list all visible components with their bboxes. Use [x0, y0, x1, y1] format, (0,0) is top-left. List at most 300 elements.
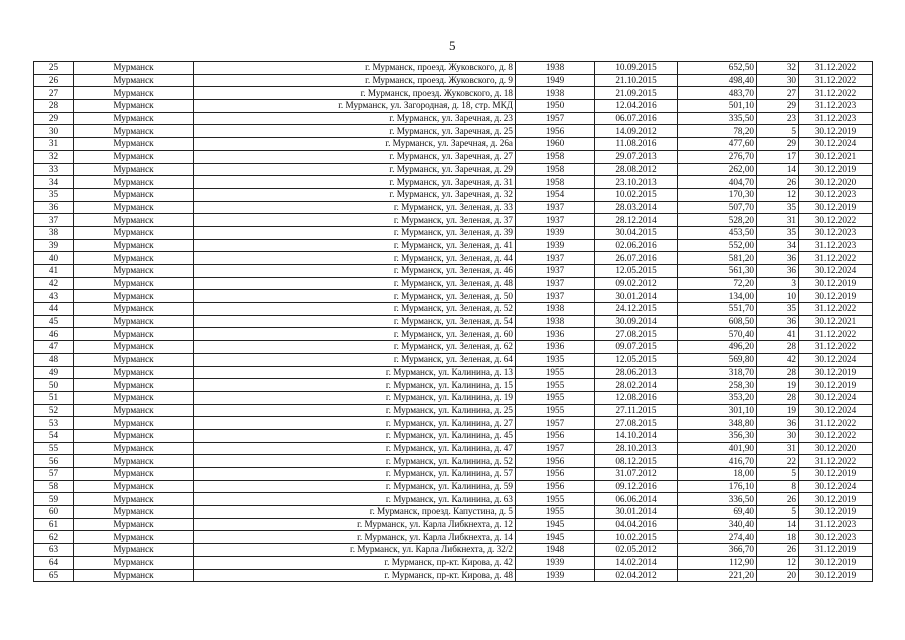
- table-row: [34, 404, 873, 417]
- address-cell: г. Мурманск, ул. Карла Либкнехта, д. 32/2: [194, 544, 516, 557]
- count-cell: 28: [757, 341, 799, 354]
- address-cell: г. Мурманск, ул. Калинина, д. 15: [194, 379, 516, 392]
- build-year-cell: 1939: [516, 556, 595, 569]
- count-cell: 12: [757, 556, 799, 569]
- build-year-cell: 1956: [516, 480, 595, 493]
- count-cell: 26: [757, 544, 799, 557]
- count-cell: 32: [757, 62, 799, 75]
- date-cell: 28.08.2012: [595, 163, 678, 176]
- address-cell: г. Мурманск, ул. Загородная, д. 18, стр. МКД: [194, 100, 516, 113]
- row-number: 31: [34, 138, 74, 151]
- city-cell: Мурманск: [74, 74, 194, 87]
- date-cell: 21.09.2015: [595, 87, 678, 100]
- count-cell: 35: [757, 226, 799, 239]
- deadline-cell: 31.12.2023: [799, 100, 873, 113]
- count-cell: 31: [757, 214, 799, 227]
- deadline-cell: 31.12.2019: [799, 544, 873, 557]
- build-year-cell: 1938: [516, 303, 595, 316]
- area-cell: 258,30: [678, 379, 757, 392]
- build-year-cell: 1957: [516, 417, 595, 430]
- address-cell: г. Мурманск, ул. Калинина, д. 57: [194, 468, 516, 481]
- date-cell: 28.12.2014: [595, 214, 678, 227]
- row-number: 55: [34, 442, 74, 455]
- build-year-cell: 1955: [516, 379, 595, 392]
- build-year-cell: 1937: [516, 201, 595, 214]
- deadline-cell: 30.12.2024: [799, 404, 873, 417]
- date-cell: 26.07.2016: [595, 252, 678, 265]
- city-cell: Мурманск: [74, 366, 194, 379]
- address-cell: г. Мурманск, ул. Зеленая, д. 50: [194, 290, 516, 303]
- build-year-cell: 1955: [516, 366, 595, 379]
- row-number: 29: [34, 112, 74, 125]
- deadline-cell: 30.12.2019: [799, 163, 873, 176]
- area-cell: 581,20: [678, 252, 757, 265]
- row-number: 65: [34, 569, 74, 582]
- deadline-cell: 30.12.2024: [799, 353, 873, 366]
- area-cell: 477,60: [678, 138, 757, 151]
- city-cell: Мурманск: [74, 455, 194, 468]
- count-cell: 14: [757, 163, 799, 176]
- row-number: 50: [34, 379, 74, 392]
- deadline-cell: 30.12.2019: [799, 125, 873, 138]
- city-cell: Мурманск: [74, 468, 194, 481]
- housing-registry-table: [33, 61, 873, 582]
- city-cell: Мурманск: [74, 429, 194, 442]
- deadline-cell: 30.12.2019: [799, 277, 873, 290]
- address-cell: г. Мурманск, проезд. Жуковского, д. 8: [194, 62, 516, 75]
- build-year-cell: 1938: [516, 87, 595, 100]
- date-cell: 10.02.2015: [595, 531, 678, 544]
- count-cell: 36: [757, 265, 799, 278]
- row-number: 45: [34, 315, 74, 328]
- row-number: 56: [34, 455, 74, 468]
- city-cell: Мурманск: [74, 328, 194, 341]
- area-cell: 551,70: [678, 303, 757, 316]
- deadline-cell: 30.12.2019: [799, 569, 873, 582]
- deadline-cell: 31.12.2022: [799, 417, 873, 430]
- city-cell: Мурманск: [74, 290, 194, 303]
- area-cell: 528,20: [678, 214, 757, 227]
- city-cell: Мурманск: [74, 442, 194, 455]
- row-number: 53: [34, 417, 74, 430]
- table-row: [34, 417, 873, 430]
- address-cell: г. Мурманск, ул. Заречная, д. 31: [194, 176, 516, 189]
- date-cell: 28.03.2014: [595, 201, 678, 214]
- count-cell: 5: [757, 506, 799, 519]
- date-cell: 30.09.2014: [595, 315, 678, 328]
- address-cell: г. Мурманск, ул. Зеленая, д. 46: [194, 265, 516, 278]
- build-year-cell: 1936: [516, 328, 595, 341]
- address-cell: г. Мурманск, ул. Заречная, д. 27: [194, 150, 516, 163]
- count-cell: 20: [757, 569, 799, 582]
- build-year-cell: 1960: [516, 138, 595, 151]
- area-cell: 274,40: [678, 531, 757, 544]
- count-cell: 18: [757, 531, 799, 544]
- deadline-cell: 30.12.2022: [799, 429, 873, 442]
- build-year-cell: 1955: [516, 493, 595, 506]
- city-cell: Мурманск: [74, 556, 194, 569]
- address-cell: г. Мурманск, ул. Зеленая, д. 64: [194, 353, 516, 366]
- table-row: [34, 493, 873, 506]
- table-row: [34, 315, 873, 328]
- area-cell: 608,50: [678, 315, 757, 328]
- count-cell: 14: [757, 518, 799, 531]
- table-row: [34, 518, 873, 531]
- address-cell: г. Мурманск, ул. Заречная, д. 32: [194, 188, 516, 201]
- table-row: [34, 328, 873, 341]
- address-cell: г. Мурманск, ул. Зеленая, д. 44: [194, 252, 516, 265]
- area-cell: 69,40: [678, 506, 757, 519]
- row-number: 60: [34, 506, 74, 519]
- deadline-cell: 31.12.2023: [799, 239, 873, 252]
- count-cell: 29: [757, 138, 799, 151]
- deadline-cell: 31.12.2022: [799, 341, 873, 354]
- date-cell: 21.10.2015: [595, 74, 678, 87]
- area-cell: 262,00: [678, 163, 757, 176]
- build-year-cell: 1955: [516, 404, 595, 417]
- date-cell: 10.02.2015: [595, 188, 678, 201]
- row-number: 51: [34, 391, 74, 404]
- row-number: 42: [34, 277, 74, 290]
- date-cell: 02.06.2016: [595, 239, 678, 252]
- area-cell: 561,30: [678, 265, 757, 278]
- deadline-cell: 30.12.2019: [799, 468, 873, 481]
- deadline-cell: 30.12.2024: [799, 265, 873, 278]
- count-cell: 28: [757, 366, 799, 379]
- deadline-cell: 30.12.2023: [799, 531, 873, 544]
- row-number: 25: [34, 62, 74, 75]
- row-number: 44: [34, 303, 74, 316]
- table-row: [34, 138, 873, 151]
- table-row: [34, 201, 873, 214]
- row-number: 38: [34, 226, 74, 239]
- city-cell: Мурманск: [74, 531, 194, 544]
- address-cell: г. Мурманск, ул. Калинина, д. 19: [194, 391, 516, 404]
- table-row: [34, 252, 873, 265]
- deadline-cell: 31.12.2022: [799, 328, 873, 341]
- city-cell: Мурманск: [74, 226, 194, 239]
- row-number: 49: [34, 366, 74, 379]
- table-row: [34, 506, 873, 519]
- count-cell: 12: [757, 188, 799, 201]
- deadline-cell: 30.12.2024: [799, 480, 873, 493]
- area-cell: 72,20: [678, 277, 757, 290]
- row-number: 59: [34, 493, 74, 506]
- row-number: 30: [34, 125, 74, 138]
- city-cell: Мурманск: [74, 341, 194, 354]
- table-row: [34, 125, 873, 138]
- deadline-cell: 30.12.2024: [799, 138, 873, 151]
- area-cell: 453,50: [678, 226, 757, 239]
- city-cell: Мурманск: [74, 265, 194, 278]
- build-year-cell: 1954: [516, 188, 595, 201]
- date-cell: 14.09.2012: [595, 125, 678, 138]
- row-number: 64: [34, 556, 74, 569]
- city-cell: Мурманск: [74, 391, 194, 404]
- city-cell: Мурманск: [74, 87, 194, 100]
- build-year-cell: 1937: [516, 290, 595, 303]
- address-cell: г. Мурманск, ул. Карла Либкнехта, д. 12: [194, 518, 516, 531]
- city-cell: Мурманск: [74, 544, 194, 557]
- deadline-cell: 31.12.2023: [799, 112, 873, 125]
- page-number: 5: [449, 38, 456, 53]
- table-row: [34, 341, 873, 354]
- area-cell: 112,90: [678, 556, 757, 569]
- deadline-cell: 31.12.2022: [799, 62, 873, 75]
- deadline-cell: 30.12.2020: [799, 442, 873, 455]
- row-number: 41: [34, 265, 74, 278]
- table-row: [34, 176, 873, 189]
- count-cell: 5: [757, 125, 799, 138]
- count-cell: 28: [757, 391, 799, 404]
- build-year-cell: 1945: [516, 531, 595, 544]
- build-year-cell: 1955: [516, 506, 595, 519]
- row-number: 46: [34, 328, 74, 341]
- deadline-cell: 30.12.2024: [799, 391, 873, 404]
- table-row: [34, 265, 873, 278]
- area-cell: 401,90: [678, 442, 757, 455]
- address-cell: г. Мурманск, ул. Заречная, д. 25: [194, 125, 516, 138]
- date-cell: 27.08.2015: [595, 417, 678, 430]
- date-cell: 08.12.2015: [595, 455, 678, 468]
- area-cell: 501,10: [678, 100, 757, 113]
- row-number: 61: [34, 518, 74, 531]
- area-cell: 78,20: [678, 125, 757, 138]
- deadline-cell: 30.12.2019: [799, 366, 873, 379]
- date-cell: 06.07.2016: [595, 112, 678, 125]
- date-cell: 04.04.2016: [595, 518, 678, 531]
- deadline-cell: 30.12.2019: [799, 493, 873, 506]
- city-cell: Мурманск: [74, 506, 194, 519]
- date-cell: 12.05.2015: [595, 265, 678, 278]
- date-cell: 14.02.2014: [595, 556, 678, 569]
- date-cell: 31.07.2012: [595, 468, 678, 481]
- date-cell: 02.04.2012: [595, 569, 678, 582]
- area-cell: 340,40: [678, 518, 757, 531]
- area-cell: 356,30: [678, 429, 757, 442]
- deadline-cell: 31.12.2023: [799, 518, 873, 531]
- count-cell: 36: [757, 315, 799, 328]
- row-number: 28: [34, 100, 74, 113]
- row-number: 40: [34, 252, 74, 265]
- build-year-cell: 1937: [516, 265, 595, 278]
- row-number: 62: [34, 531, 74, 544]
- count-cell: 5: [757, 468, 799, 481]
- count-cell: 35: [757, 303, 799, 316]
- date-cell: 09.07.2015: [595, 341, 678, 354]
- deadline-cell: 30.12.2019: [799, 556, 873, 569]
- row-number: 37: [34, 214, 74, 227]
- address-cell: г. Мурманск, ул. Калинина, д. 47: [194, 442, 516, 455]
- area-cell: 366,70: [678, 544, 757, 557]
- address-cell: г. Мурманск, ул. Калинина, д. 45: [194, 429, 516, 442]
- deadline-cell: 31.12.2022: [799, 252, 873, 265]
- count-cell: 23: [757, 112, 799, 125]
- table-row: [34, 429, 873, 442]
- build-year-cell: 1957: [516, 112, 595, 125]
- address-cell: г. Мурманск, проезд. Капустина, д. 5: [194, 506, 516, 519]
- city-cell: Мурманск: [74, 239, 194, 252]
- address-cell: г. Мурманск, ул. Калинина, д. 63: [194, 493, 516, 506]
- table-row: [34, 480, 873, 493]
- city-cell: Мурманск: [74, 417, 194, 430]
- row-number: 57: [34, 468, 74, 481]
- date-cell: 28.06.2013: [595, 366, 678, 379]
- build-year-cell: 1949: [516, 74, 595, 87]
- date-cell: 27.08.2015: [595, 328, 678, 341]
- address-cell: г. Мурманск, ул. Зеленая, д. 48: [194, 277, 516, 290]
- city-cell: Мурманск: [74, 303, 194, 316]
- row-number: 33: [34, 163, 74, 176]
- build-year-cell: 1938: [516, 62, 595, 75]
- city-cell: Мурманск: [74, 112, 194, 125]
- count-cell: 10: [757, 290, 799, 303]
- count-cell: 30: [757, 429, 799, 442]
- table-row: [34, 226, 873, 239]
- row-number: 48: [34, 353, 74, 366]
- area-cell: 348,80: [678, 417, 757, 430]
- table-row: [34, 455, 873, 468]
- count-cell: 26: [757, 493, 799, 506]
- row-number: 34: [34, 176, 74, 189]
- row-number: 26: [34, 74, 74, 87]
- date-cell: 30.04.2015: [595, 226, 678, 239]
- count-cell: 30: [757, 74, 799, 87]
- date-cell: 28.02.2014: [595, 379, 678, 392]
- city-cell: Мурманск: [74, 493, 194, 506]
- build-year-cell: 1956: [516, 455, 595, 468]
- address-cell: г. Мурманск, ул. Калинина, д. 27: [194, 417, 516, 430]
- count-cell: 19: [757, 379, 799, 392]
- address-cell: г. Мурманск, ул. Калинина, д. 13: [194, 366, 516, 379]
- address-cell: г. Мурманск, ул. Карла Либкнехта, д. 14: [194, 531, 516, 544]
- table-row: [34, 531, 873, 544]
- address-cell: г. Мурманск, ул. Калинина, д. 52: [194, 455, 516, 468]
- build-year-cell: 1957: [516, 442, 595, 455]
- count-cell: 36: [757, 417, 799, 430]
- count-cell: 41: [757, 328, 799, 341]
- table-row: [34, 239, 873, 252]
- build-year-cell: 1939: [516, 239, 595, 252]
- build-year-cell: 1956: [516, 429, 595, 442]
- address-cell: г. Мурманск, ул. Заречная, д. 26а: [194, 138, 516, 151]
- table-row: [34, 188, 873, 201]
- date-cell: 10.09.2015: [595, 62, 678, 75]
- count-cell: 29: [757, 100, 799, 113]
- table-row: [34, 442, 873, 455]
- deadline-cell: 30.12.2021: [799, 150, 873, 163]
- deadline-cell: 30.12.2023: [799, 226, 873, 239]
- row-number: 39: [34, 239, 74, 252]
- address-cell: г. Мурманск, пр-кт. Кирова, д. 42: [194, 556, 516, 569]
- table-row: [34, 379, 873, 392]
- table-row: [34, 391, 873, 404]
- row-number: 43: [34, 290, 74, 303]
- address-cell: г. Мурманск, пр-кт. Кирова, д. 48: [194, 569, 516, 582]
- count-cell: 3: [757, 277, 799, 290]
- area-cell: 483,70: [678, 87, 757, 100]
- date-cell: 28.10.2013: [595, 442, 678, 455]
- address-cell: г. Мурманск, ул. Зеленая, д. 41: [194, 239, 516, 252]
- table-row: [34, 100, 873, 113]
- city-cell: Мурманск: [74, 163, 194, 176]
- table-row: [34, 74, 873, 87]
- count-cell: 34: [757, 239, 799, 252]
- table-row: [34, 544, 873, 557]
- date-cell: 14.10.2014: [595, 429, 678, 442]
- area-cell: 301,10: [678, 404, 757, 417]
- date-cell: 02.05.2012: [595, 544, 678, 557]
- city-cell: Мурманск: [74, 353, 194, 366]
- table-row: [34, 277, 873, 290]
- address-cell: г. Мурманск, ул. Калинина, д. 25: [194, 404, 516, 417]
- address-cell: г. Мурманск, ул. Зеленая, д. 62: [194, 341, 516, 354]
- build-year-cell: 1937: [516, 277, 595, 290]
- city-cell: Мурманск: [74, 214, 194, 227]
- date-cell: 23.10.2013: [595, 176, 678, 189]
- city-cell: Мурманск: [74, 518, 194, 531]
- date-cell: 12.04.2016: [595, 100, 678, 113]
- build-year-cell: 1937: [516, 214, 595, 227]
- table-row: [34, 290, 873, 303]
- address-cell: г. Мурманск, ул. Зеленая, д. 39: [194, 226, 516, 239]
- row-number: 35: [34, 188, 74, 201]
- address-cell: г. Мурманск, ул. Заречная, д. 23: [194, 112, 516, 125]
- table-row: [34, 87, 873, 100]
- city-cell: Мурманск: [74, 480, 194, 493]
- city-cell: Мурманск: [74, 62, 194, 75]
- count-cell: 22: [757, 455, 799, 468]
- date-cell: 29.07.2013: [595, 150, 678, 163]
- build-year-cell: 1956: [516, 125, 595, 138]
- deadline-cell: 31.12.2022: [799, 87, 873, 100]
- deadline-cell: 31.12.2022: [799, 455, 873, 468]
- build-year-cell: 1935: [516, 353, 595, 366]
- table-row: [34, 303, 873, 316]
- address-cell: г. Мурманск, ул. Зеленая, д. 60: [194, 328, 516, 341]
- table-row: [34, 366, 873, 379]
- build-year-cell: 1958: [516, 150, 595, 163]
- date-cell: 30.01.2014: [595, 506, 678, 519]
- area-cell: 496,20: [678, 341, 757, 354]
- table-row: [34, 214, 873, 227]
- city-cell: Мурманск: [74, 201, 194, 214]
- row-number: 58: [34, 480, 74, 493]
- row-number: 54: [34, 429, 74, 442]
- table-row: [34, 112, 873, 125]
- deadline-cell: 30.12.2019: [799, 290, 873, 303]
- build-year-cell: 1955: [516, 391, 595, 404]
- address-cell: г. Мурманск, ул. Зеленая, д. 54: [194, 315, 516, 328]
- area-cell: 570,40: [678, 328, 757, 341]
- area-cell: 569,80: [678, 353, 757, 366]
- table-row: [34, 556, 873, 569]
- table-body: [34, 62, 873, 582]
- date-cell: 27.11.2015: [595, 404, 678, 417]
- row-number: 52: [34, 404, 74, 417]
- area-cell: 652,50: [678, 62, 757, 75]
- table-row: [34, 163, 873, 176]
- city-cell: Мурманск: [74, 277, 194, 290]
- date-cell: 12.08.2016: [595, 391, 678, 404]
- count-cell: 36: [757, 252, 799, 265]
- deadline-cell: 31.12.2022: [799, 303, 873, 316]
- build-year-cell: 1958: [516, 163, 595, 176]
- area-cell: 318,70: [678, 366, 757, 379]
- city-cell: Мурманск: [74, 100, 194, 113]
- deadline-cell: 31.12.2022: [799, 74, 873, 87]
- area-cell: 335,50: [678, 112, 757, 125]
